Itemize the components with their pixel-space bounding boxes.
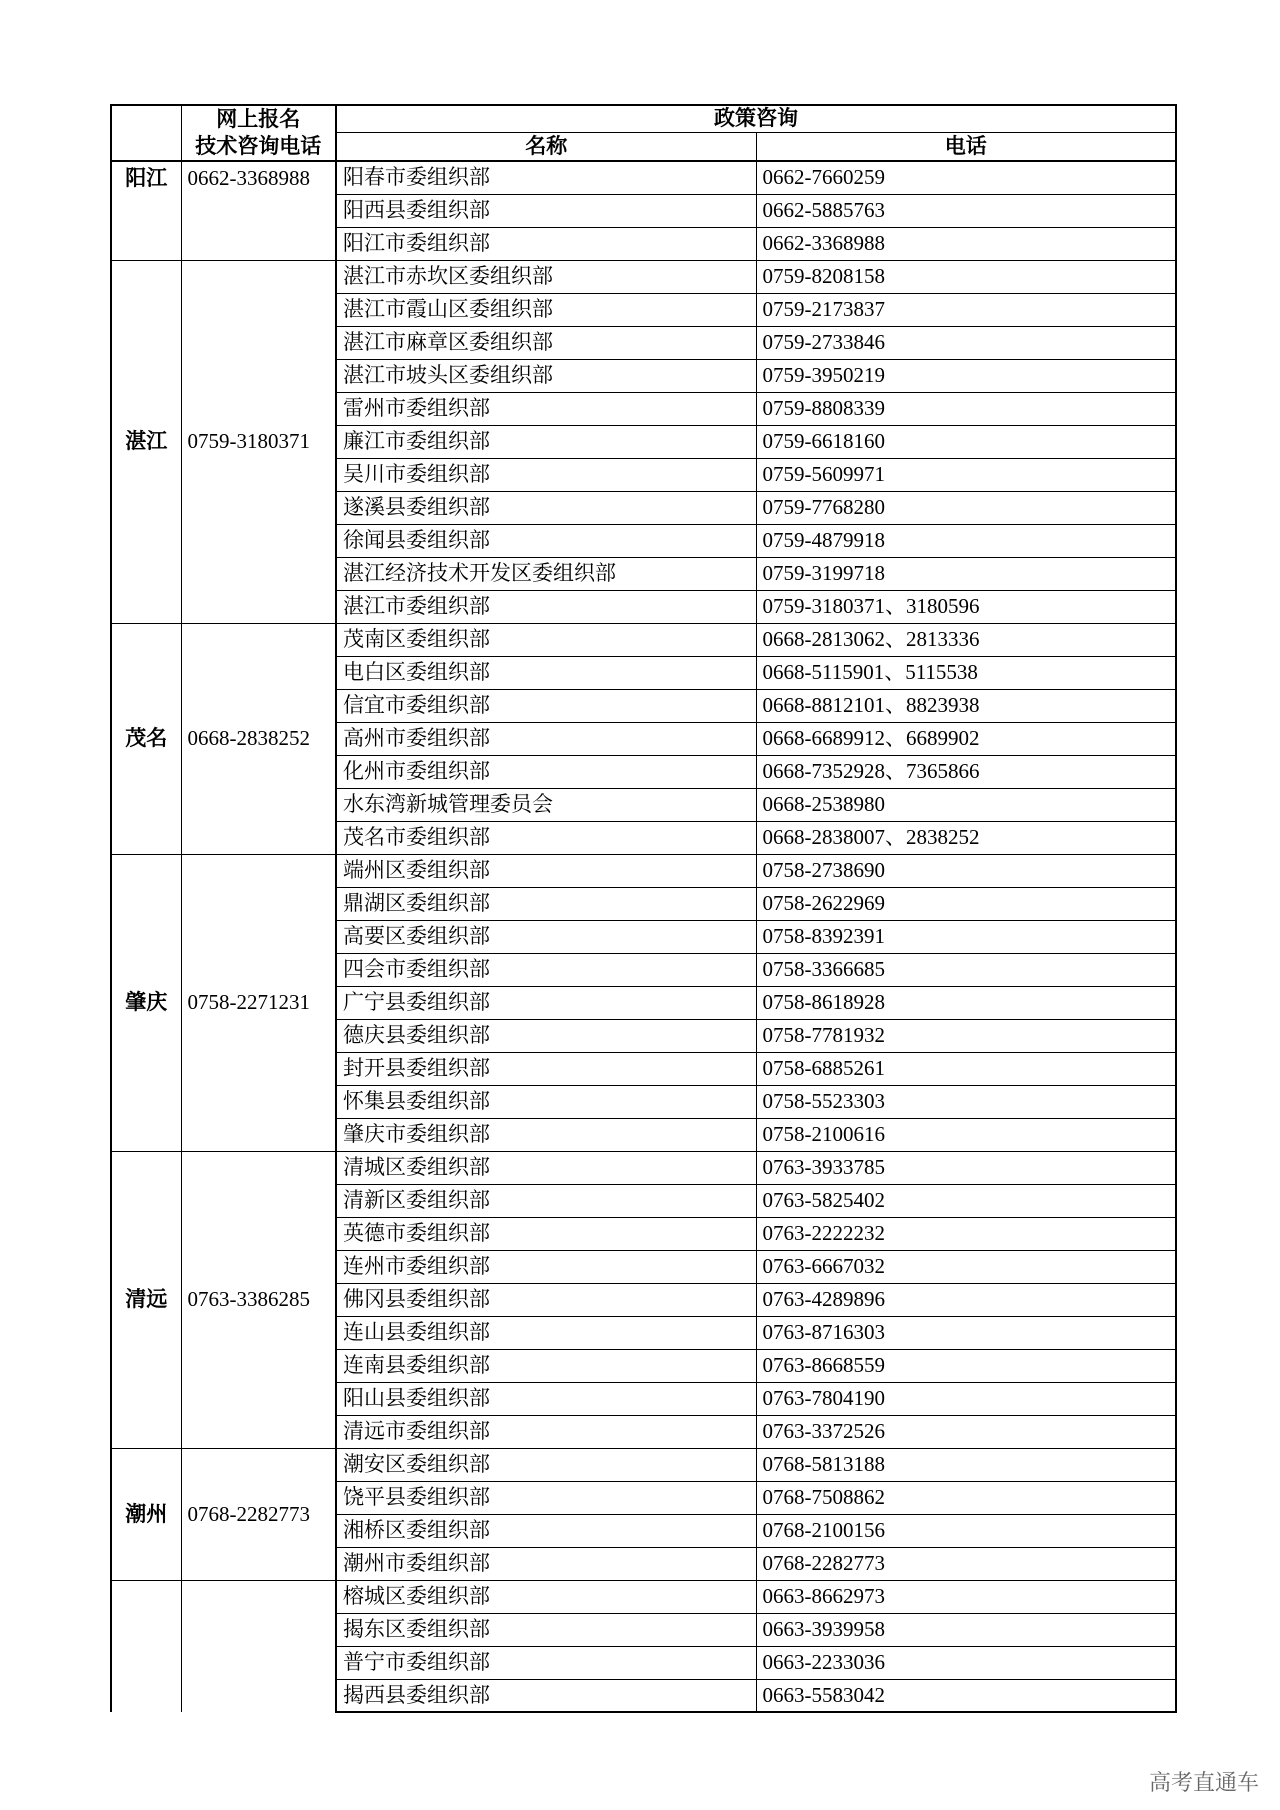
org-name-cell: 阳春市委组织部 (336, 161, 756, 194)
org-name-cell: 高要区委组织部 (336, 920, 756, 953)
org-phone-cell: 0768-7508862 (756, 1481, 1176, 1514)
org-name-cell: 雷州市委组织部 (336, 392, 756, 425)
org-phone-cell: 0759-8208158 (756, 260, 1176, 293)
org-name-cell: 湛江经济技术开发区委组织部 (336, 557, 756, 590)
tech-phone-cell: 0668-2838252 (181, 623, 336, 854)
tech-phone-cell (181, 1580, 336, 1712)
city-cell: 清远 (111, 1151, 181, 1448)
city-cell: 茂名 (111, 623, 181, 854)
org-phone-cell: 0763-7804190 (756, 1382, 1176, 1415)
org-phone-cell: 0758-2622969 (756, 887, 1176, 920)
table-row (111, 1580, 1176, 1613)
org-phone-cell: 0668-2813062、2813336 (756, 623, 1176, 656)
header-online-line1: 网上报名 (216, 107, 301, 131)
org-phone-cell: 0663-3939958 (756, 1613, 1176, 1646)
org-phone-cell: 0758-3366685 (756, 953, 1176, 986)
watermark: 高考直通车 (1148, 1771, 1259, 1796)
org-name-cell: 端州区委组织部 (336, 854, 756, 887)
header-online-line2: 技术咨询电话 (195, 134, 322, 158)
org-name-cell: 广宁县委组织部 (336, 986, 756, 1019)
header-online-tech-phone (181, 105, 336, 161)
org-name-cell: 榕城区委组织部 (336, 1580, 756, 1613)
org-phone-cell: 0768-2282773 (756, 1547, 1176, 1580)
org-name-cell: 英德市委组织部 (336, 1217, 756, 1250)
org-name-cell: 湛江市坡头区委组织部 (336, 359, 756, 392)
org-name-cell: 肇庆市委组织部 (336, 1118, 756, 1151)
org-name-cell: 连山县委组织部 (336, 1316, 756, 1349)
org-name-cell: 阳西县委组织部 (336, 194, 756, 227)
org-phone-cell: 0759-7768280 (756, 491, 1176, 524)
city-cell: 湛江 (111, 260, 181, 623)
header-name: 名称 (336, 132, 756, 161)
org-name-cell: 信宜市委组织部 (336, 689, 756, 722)
org-phone-cell: 0668-5115901、5115538 (756, 656, 1176, 689)
org-phone-cell: 0759-6618160 (756, 425, 1176, 458)
org-name-cell: 清城区委组织部 (336, 1151, 756, 1184)
table-row (111, 161, 1176, 194)
contact-table (110, 104, 1177, 1713)
org-phone-cell: 0759-4879918 (756, 524, 1176, 557)
org-phone-cell: 0758-7781932 (756, 1019, 1176, 1052)
org-phone-cell: 0763-3933785 (756, 1151, 1176, 1184)
tech-phone-cell: 0759-3180371 (181, 260, 336, 623)
org-phone-cell: 0663-5583042 (756, 1679, 1176, 1712)
org-name-cell: 化州市委组织部 (336, 755, 756, 788)
org-phone-cell: 0759-3199718 (756, 557, 1176, 590)
org-name-cell: 阳山县委组织部 (336, 1382, 756, 1415)
org-name-cell: 廉江市委组织部 (336, 425, 756, 458)
org-name-cell: 湛江市委组织部 (336, 590, 756, 623)
tech-phone-cell: 0758-2271231 (181, 854, 336, 1151)
org-name-cell: 湛江市麻章区委组织部 (336, 326, 756, 359)
org-phone-cell: 0763-6667032 (756, 1250, 1176, 1283)
org-phone-cell: 0758-8618928 (756, 986, 1176, 1019)
org-name-cell: 湛江市霞山区委组织部 (336, 293, 756, 326)
org-name-cell: 电白区委组织部 (336, 656, 756, 689)
org-name-cell: 清远市委组织部 (336, 1415, 756, 1448)
org-name-cell: 鼎湖区委组织部 (336, 887, 756, 920)
tech-phone-cell: 0768-2282773 (181, 1448, 336, 1580)
org-name-cell: 连南县委组织部 (336, 1349, 756, 1382)
org-phone-cell: 0758-2100616 (756, 1118, 1176, 1151)
org-phone-cell: 0758-5523303 (756, 1085, 1176, 1118)
table-row (111, 260, 1176, 293)
org-phone-cell: 0668-2838007、2838252 (756, 821, 1176, 854)
org-name-cell: 揭东区委组织部 (336, 1613, 756, 1646)
org-phone-cell: 0663-8662973 (756, 1580, 1176, 1613)
city-cell (111, 1580, 181, 1712)
tech-phone-cell: 0662-3368988 (181, 161, 336, 260)
org-phone-cell: 0768-5813188 (756, 1448, 1176, 1481)
org-phone-cell: 0758-8392391 (756, 920, 1176, 953)
org-name-cell: 阳江市委组织部 (336, 227, 756, 260)
org-name-cell: 遂溪县委组织部 (336, 491, 756, 524)
org-phone-cell: 0763-8716303 (756, 1316, 1176, 1349)
org-name-cell: 饶平县委组织部 (336, 1481, 756, 1514)
org-phone-cell: 0763-4289896 (756, 1283, 1176, 1316)
org-phone-cell: 0668-7352928、7365866 (756, 755, 1176, 788)
org-phone-cell: 0758-2738690 (756, 854, 1176, 887)
org-phone-cell: 0662-3368988 (756, 227, 1176, 260)
org-name-cell: 潮州市委组织部 (336, 1547, 756, 1580)
org-phone-cell: 0759-2173837 (756, 293, 1176, 326)
table-row (111, 1448, 1176, 1481)
org-phone-cell: 0662-5885763 (756, 194, 1176, 227)
org-phone-cell: 0668-2538980 (756, 788, 1176, 821)
city-cell: 潮州 (111, 1448, 181, 1580)
org-name-cell: 德庆县委组织部 (336, 1019, 756, 1052)
table-row (111, 623, 1176, 656)
city-cell: 阳江 (111, 161, 181, 260)
org-name-cell: 封开县委组织部 (336, 1052, 756, 1085)
org-name-cell: 湘桥区委组织部 (336, 1514, 756, 1547)
header-phone: 电话 (756, 132, 1176, 161)
org-name-cell: 四会市委组织部 (336, 953, 756, 986)
header-row (111, 105, 1176, 132)
city-cell: 肇庆 (111, 854, 181, 1151)
org-phone-cell: 0759-8808339 (756, 392, 1176, 425)
org-name-cell: 潮安区委组织部 (336, 1448, 756, 1481)
org-phone-cell: 0662-7660259 (756, 161, 1176, 194)
org-name-cell: 茂南区委组织部 (336, 623, 756, 656)
org-phone-cell: 0768-2100156 (756, 1514, 1176, 1547)
header-region-blank (111, 105, 181, 161)
org-name-cell: 清新区委组织部 (336, 1184, 756, 1217)
table-row (111, 1151, 1176, 1184)
org-name-cell: 吴川市委组织部 (336, 458, 756, 491)
org-name-cell: 连州市委组织部 (336, 1250, 756, 1283)
org-phone-cell: 0759-2733846 (756, 326, 1176, 359)
org-name-cell: 徐闻县委组织部 (336, 524, 756, 557)
org-name-cell: 佛冈县委组织部 (336, 1283, 756, 1316)
org-phone-cell: 0763-8668559 (756, 1349, 1176, 1382)
org-phone-cell: 0668-8812101、8823938 (756, 689, 1176, 722)
org-name-cell: 水东湾新城管理委员会 (336, 788, 756, 821)
org-phone-cell: 0759-5609971 (756, 458, 1176, 491)
org-name-cell: 怀集县委组织部 (336, 1085, 756, 1118)
org-name-cell: 揭西县委组织部 (336, 1679, 756, 1712)
org-phone-cell: 0763-2222232 (756, 1217, 1176, 1250)
org-name-cell: 普宁市委组织部 (336, 1646, 756, 1679)
org-name-cell: 湛江市赤坎区委组织部 (336, 260, 756, 293)
table-row (111, 854, 1176, 887)
header-policy-consult: 政策咨询 (336, 105, 1176, 132)
org-phone-cell: 0759-3180371、3180596 (756, 590, 1176, 623)
org-name-cell: 高州市委组织部 (336, 722, 756, 755)
org-phone-cell: 0668-6689912、6689902 (756, 722, 1176, 755)
org-phone-cell: 0759-3950219 (756, 359, 1176, 392)
org-phone-cell: 0758-6885261 (756, 1052, 1176, 1085)
org-phone-cell: 0663-2233036 (756, 1646, 1176, 1679)
tech-phone-cell: 0763-3386285 (181, 1151, 336, 1448)
org-name-cell: 茂名市委组织部 (336, 821, 756, 854)
org-phone-cell: 0763-5825402 (756, 1184, 1176, 1217)
org-phone-cell: 0763-3372526 (756, 1415, 1176, 1448)
